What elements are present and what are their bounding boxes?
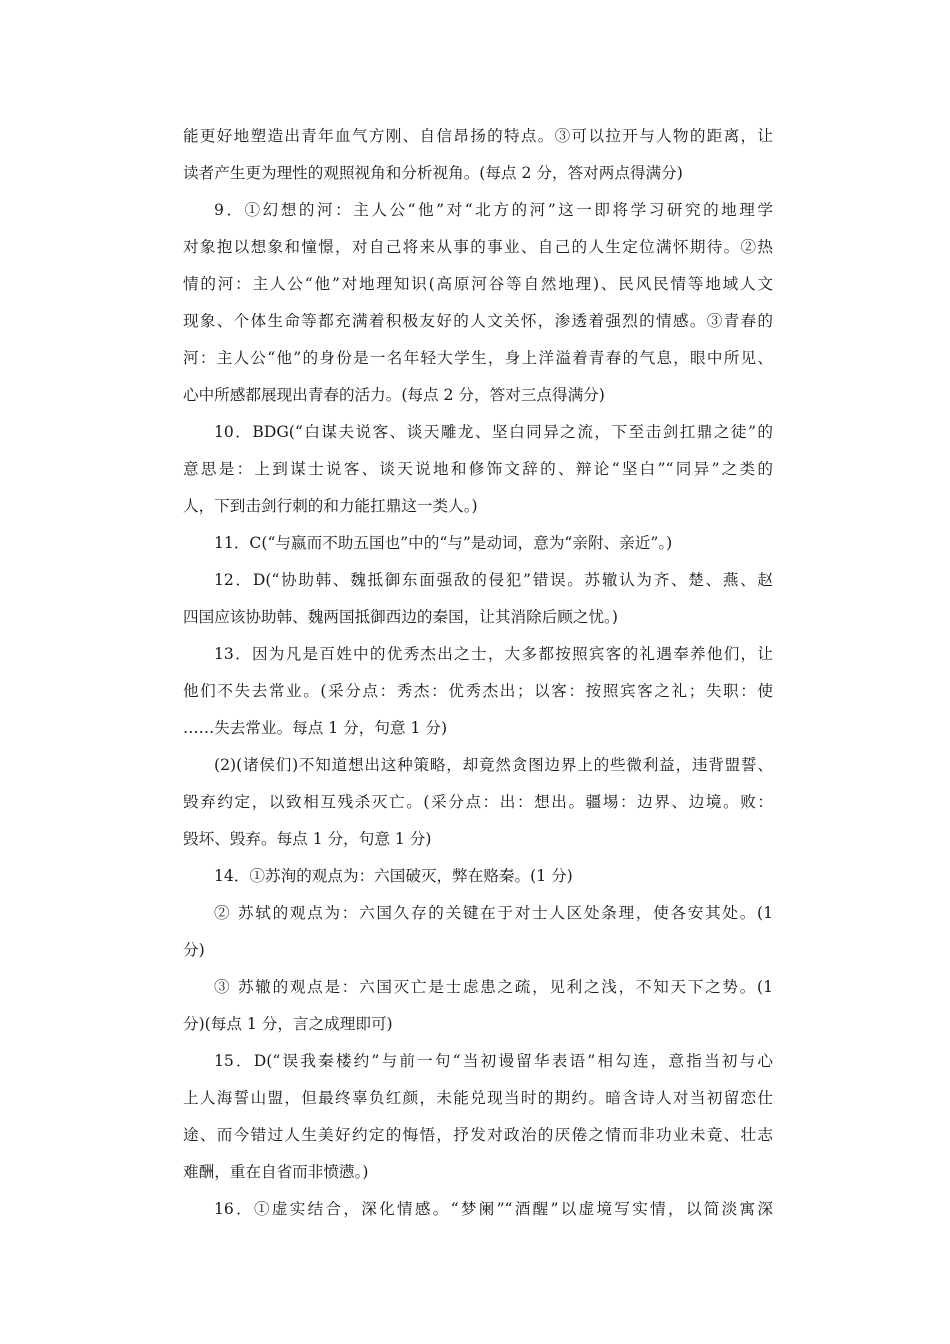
- text-line: (2)(诸侯们)不知道想出这种策略，却竟然贪图边界上的些微利益，违背盟誓、: [214, 756, 773, 774]
- text-line: 16．①虚实结合，深化情感。“梦阑”“酒醒”以虚境写实情，以简淡寓深: [214, 1200, 773, 1218]
- text-line: 难酬，重在自省而非愤懑。): [183, 1163, 369, 1181]
- text-line: 9．①幻想的河：主人公“他”对“北方的河”这一即将学习研究的地理学: [214, 201, 773, 219]
- text-line: 13．因为凡是百姓中的优秀杰出之士，大多都按照宾客的礼遇奉养他们，让: [214, 645, 773, 663]
- answer-text-page: [183, 118, 773, 1228]
- text-line: 毁弃约定，以致相互残杀灭亡。(采分点：出：想出。疆埸：边界、边境。败：: [183, 793, 773, 811]
- text-line: 10．BDG(“白谋夫说客、谈天雕龙、坚白同异之流，下至击剑扛鼎之徒”的: [214, 423, 773, 441]
- text-line: 河：主人公“他”的身份是一名年轻大学生，身上洋溢着青春的气息，眼中所见、: [183, 349, 773, 367]
- text-line: ……失去常业。每点 1 分，句意 1 分): [183, 719, 448, 737]
- text-line: 15．D(“误我秦楼约”与前一句“当初谩留华表语”相勾连，意指当初与心: [214, 1052, 773, 1070]
- text-line: 14．①苏洵的观点为：六国破灭，弊在赂秦。(1 分): [214, 867, 573, 885]
- text-line: 能更好地塑造出青年血气方刚、自信昂扬的特点。③可以拉开与人物的距离，让: [183, 127, 773, 145]
- text-line: 四国应该协助韩、魏两国抵御西边的秦国，让其消除后顾之忧。): [183, 608, 618, 626]
- text-line: 12．D(“协助韩、魏抵御东面强敌的侵犯”错误。苏辙认为齐、楚、燕、赵: [214, 571, 773, 589]
- text-line: 意思是：上到谋士说客、谈天说地和修饰文辞的、辩论“坚白”“同异”之类的: [183, 460, 773, 478]
- text-line: 现象、个体生命等都充满着积极友好的人文关怀，渗透着强烈的情感。③青春的: [183, 312, 773, 330]
- text-line: ② 苏轼的观点为：六国久存的关键在于对士人区处条理，使各安其处。(1: [214, 904, 773, 922]
- text-line: 11．C(“与嬴而不助五国也”中的“与”是动词，意为“亲附、亲近”。): [214, 534, 673, 552]
- text-line: 分): [183, 941, 205, 959]
- text-line: 他们不失去常业。(采分点：秀杰：优秀杰出；以客：按照宾客之礼；失职：使: [183, 682, 773, 700]
- text-line: ③ 苏辙的观点是：六国灭亡是士虑患之疏，见利之浅，不知天下之势。(1: [214, 978, 773, 996]
- text-line: 毁坏、毁弃。每点 1 分，句意 1 分): [183, 830, 432, 848]
- text-line: 途、而今错过人生美好约定的悔悟，抒发对政治的厌倦之情而非功业未竟、壮志: [183, 1126, 773, 1144]
- text-line: 分)(每点 1 分，言之成理即可): [183, 1015, 393, 1033]
- text-line: 上人海誓山盟，但最终辜负红颜，未能兑现当时的期约。暗含诗人对当初留恋仕: [183, 1089, 773, 1107]
- text-line: 情的河：主人公“他”对地理知识(高原河谷等自然地理)、民风民情等地域人文: [183, 275, 773, 293]
- text-line: 心中所感都展现出青春的活力。(每点 2 分，答对三点得满分): [183, 386, 605, 404]
- text-line: 人，下到击剑行刺的和力能扛鼎这一类人。): [183, 497, 478, 515]
- text-line: 对象抱以想象和憧憬，对自己将来从事的事业、自己的人生定位满怀期待。②热: [183, 238, 773, 256]
- text-line: 读者产生更为理性的观照视角和分析视角。(每点 2 分，答对两点得满分): [183, 164, 683, 182]
